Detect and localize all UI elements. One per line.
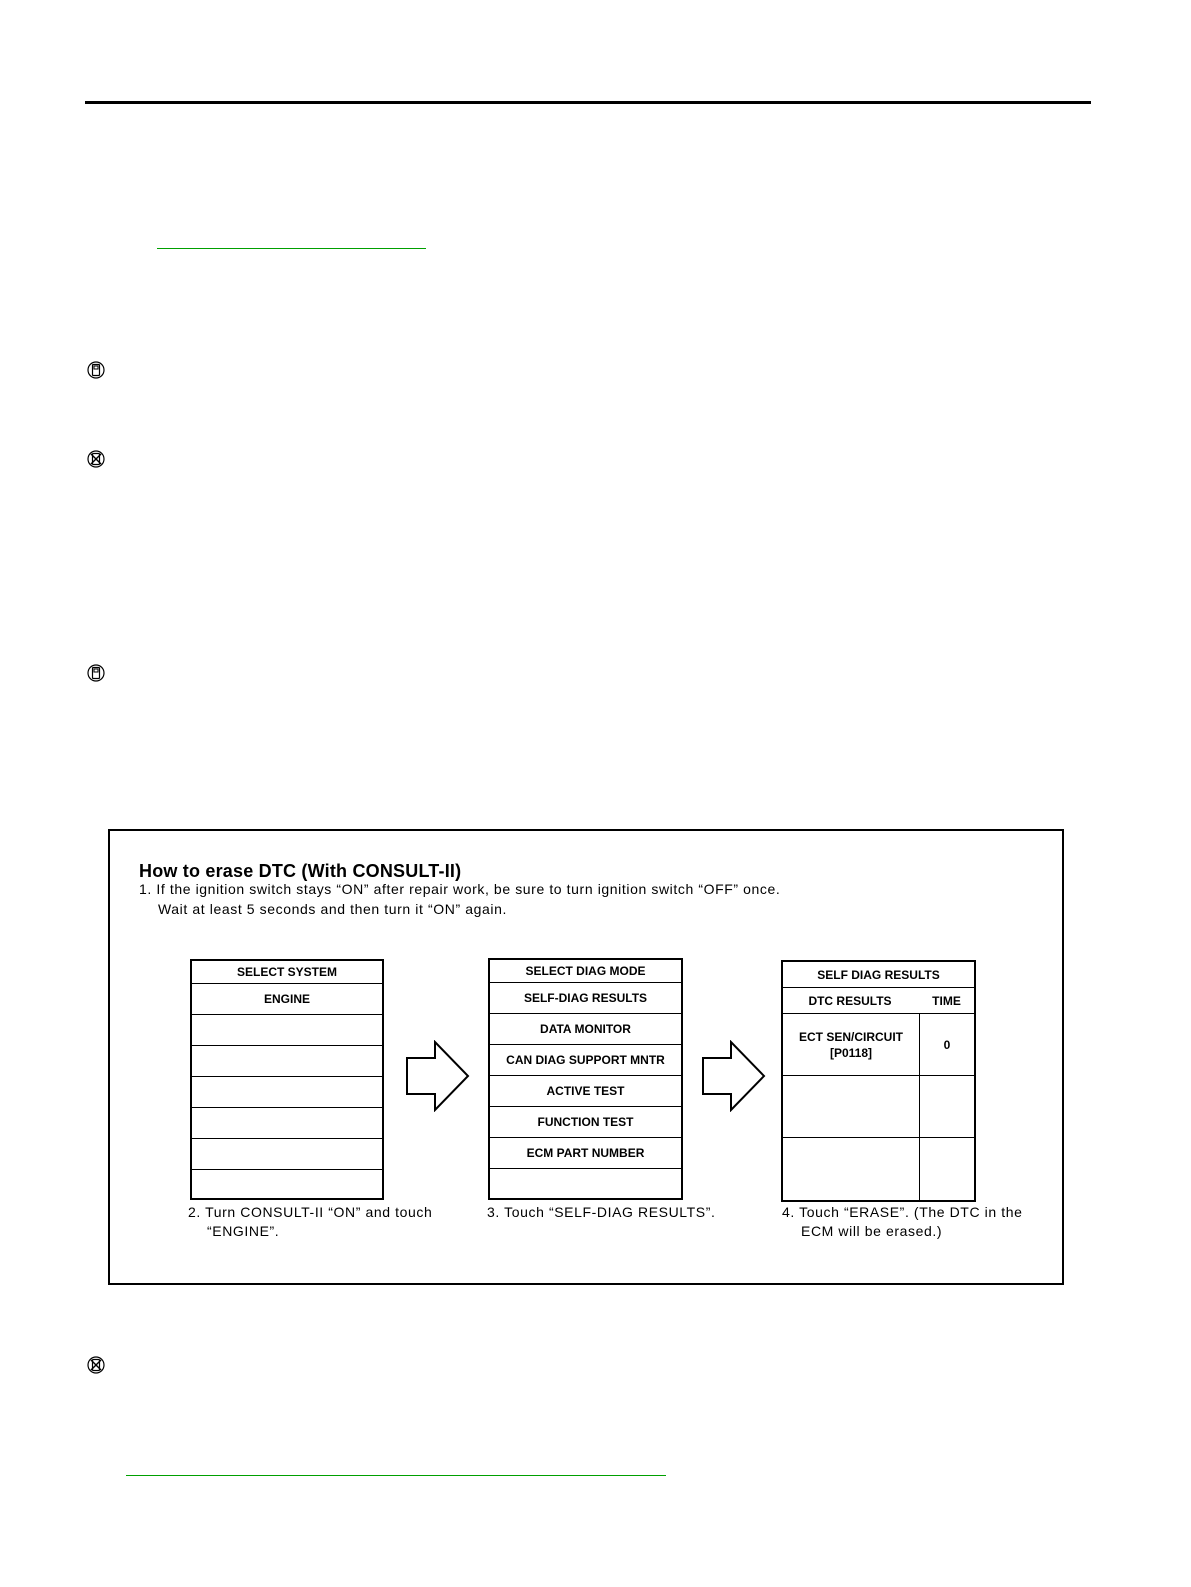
time-header: TIME	[932, 993, 961, 1008]
hyperlink-bottom[interactable]	[126, 1475, 666, 1476]
without-consult-icon	[87, 1356, 105, 1374]
screen-header: SELECT SYSTEM	[192, 961, 382, 984]
arrow-right-icon	[405, 1040, 471, 1112]
dtc-time: 0	[943, 1037, 951, 1052]
without-consult-icon	[87, 450, 105, 468]
caption-step4-line1: 4. Touch “ERASE”. (The DTC in the	[782, 1204, 1023, 1220]
figure-title: How to erase DTC (With CONSULT-II)	[139, 861, 462, 881]
with-consult-icon	[87, 664, 105, 682]
header-rule	[85, 101, 1091, 104]
select-diag-mode-screen	[488, 958, 683, 1200]
can-diag-support-option[interactable]: CAN DIAG SUPPORT MNTR	[490, 1045, 681, 1076]
dtc-results-header: DTC RESULTS	[808, 993, 892, 1008]
self-diag-results-screen	[781, 960, 976, 1202]
self-diag-results-option[interactable]: SELF-DIAG RESULTS	[490, 983, 681, 1014]
dtc-code: [P0118]	[829, 1045, 873, 1060]
row-divider	[783, 1075, 974, 1076]
list-item	[192, 1139, 382, 1170]
data-monitor-option[interactable]: DATA MONITOR	[490, 1014, 681, 1045]
active-test-option[interactable]: ACTIVE TEST	[490, 1076, 681, 1107]
dtc-entry[interactable]	[783, 1014, 919, 1075]
arrow-right-icon	[701, 1040, 767, 1112]
list-item	[192, 1170, 382, 1198]
list-item	[192, 1077, 382, 1108]
list-item	[192, 1046, 382, 1077]
ecm-part-number-option[interactable]: ECM PART NUMBER	[490, 1138, 681, 1169]
screen-header: SELECT DIAG MODE	[490, 960, 681, 983]
list-item	[490, 1169, 681, 1198]
step1-line2: Wait at least 5 seconds and then turn it “ON” again.	[158, 901, 507, 917]
caption-step2-line1: 2. Turn CONSULT-II “ON” and touch	[188, 1204, 433, 1220]
list-item	[192, 1015, 382, 1046]
hyperlink-top[interactable]	[157, 248, 426, 249]
step1-line1: 1. If the ignition switch stays “ON” after repair work, be sure to turn ignition switch “OFF” once.	[139, 881, 781, 897]
select-system-screen	[190, 959, 384, 1200]
engine-option[interactable]: ENGINE	[192, 984, 382, 1015]
dtc-name: ECT SEN/CIRCUIT	[798, 1029, 903, 1044]
list-item	[192, 1108, 382, 1139]
screen-header: SELF DIAG RESULTS	[783, 962, 974, 988]
caption-step2-line2: “ENGINE”.	[207, 1223, 280, 1239]
row-divider	[783, 1137, 974, 1138]
with-consult-icon	[87, 361, 105, 379]
function-test-option[interactable]: FUNCTION TEST	[490, 1107, 681, 1138]
caption-step3: 3. Touch “SELF-DIAG RESULTS”.	[487, 1204, 716, 1220]
caption-step4-line2: ECM will be erased.)	[801, 1223, 943, 1239]
